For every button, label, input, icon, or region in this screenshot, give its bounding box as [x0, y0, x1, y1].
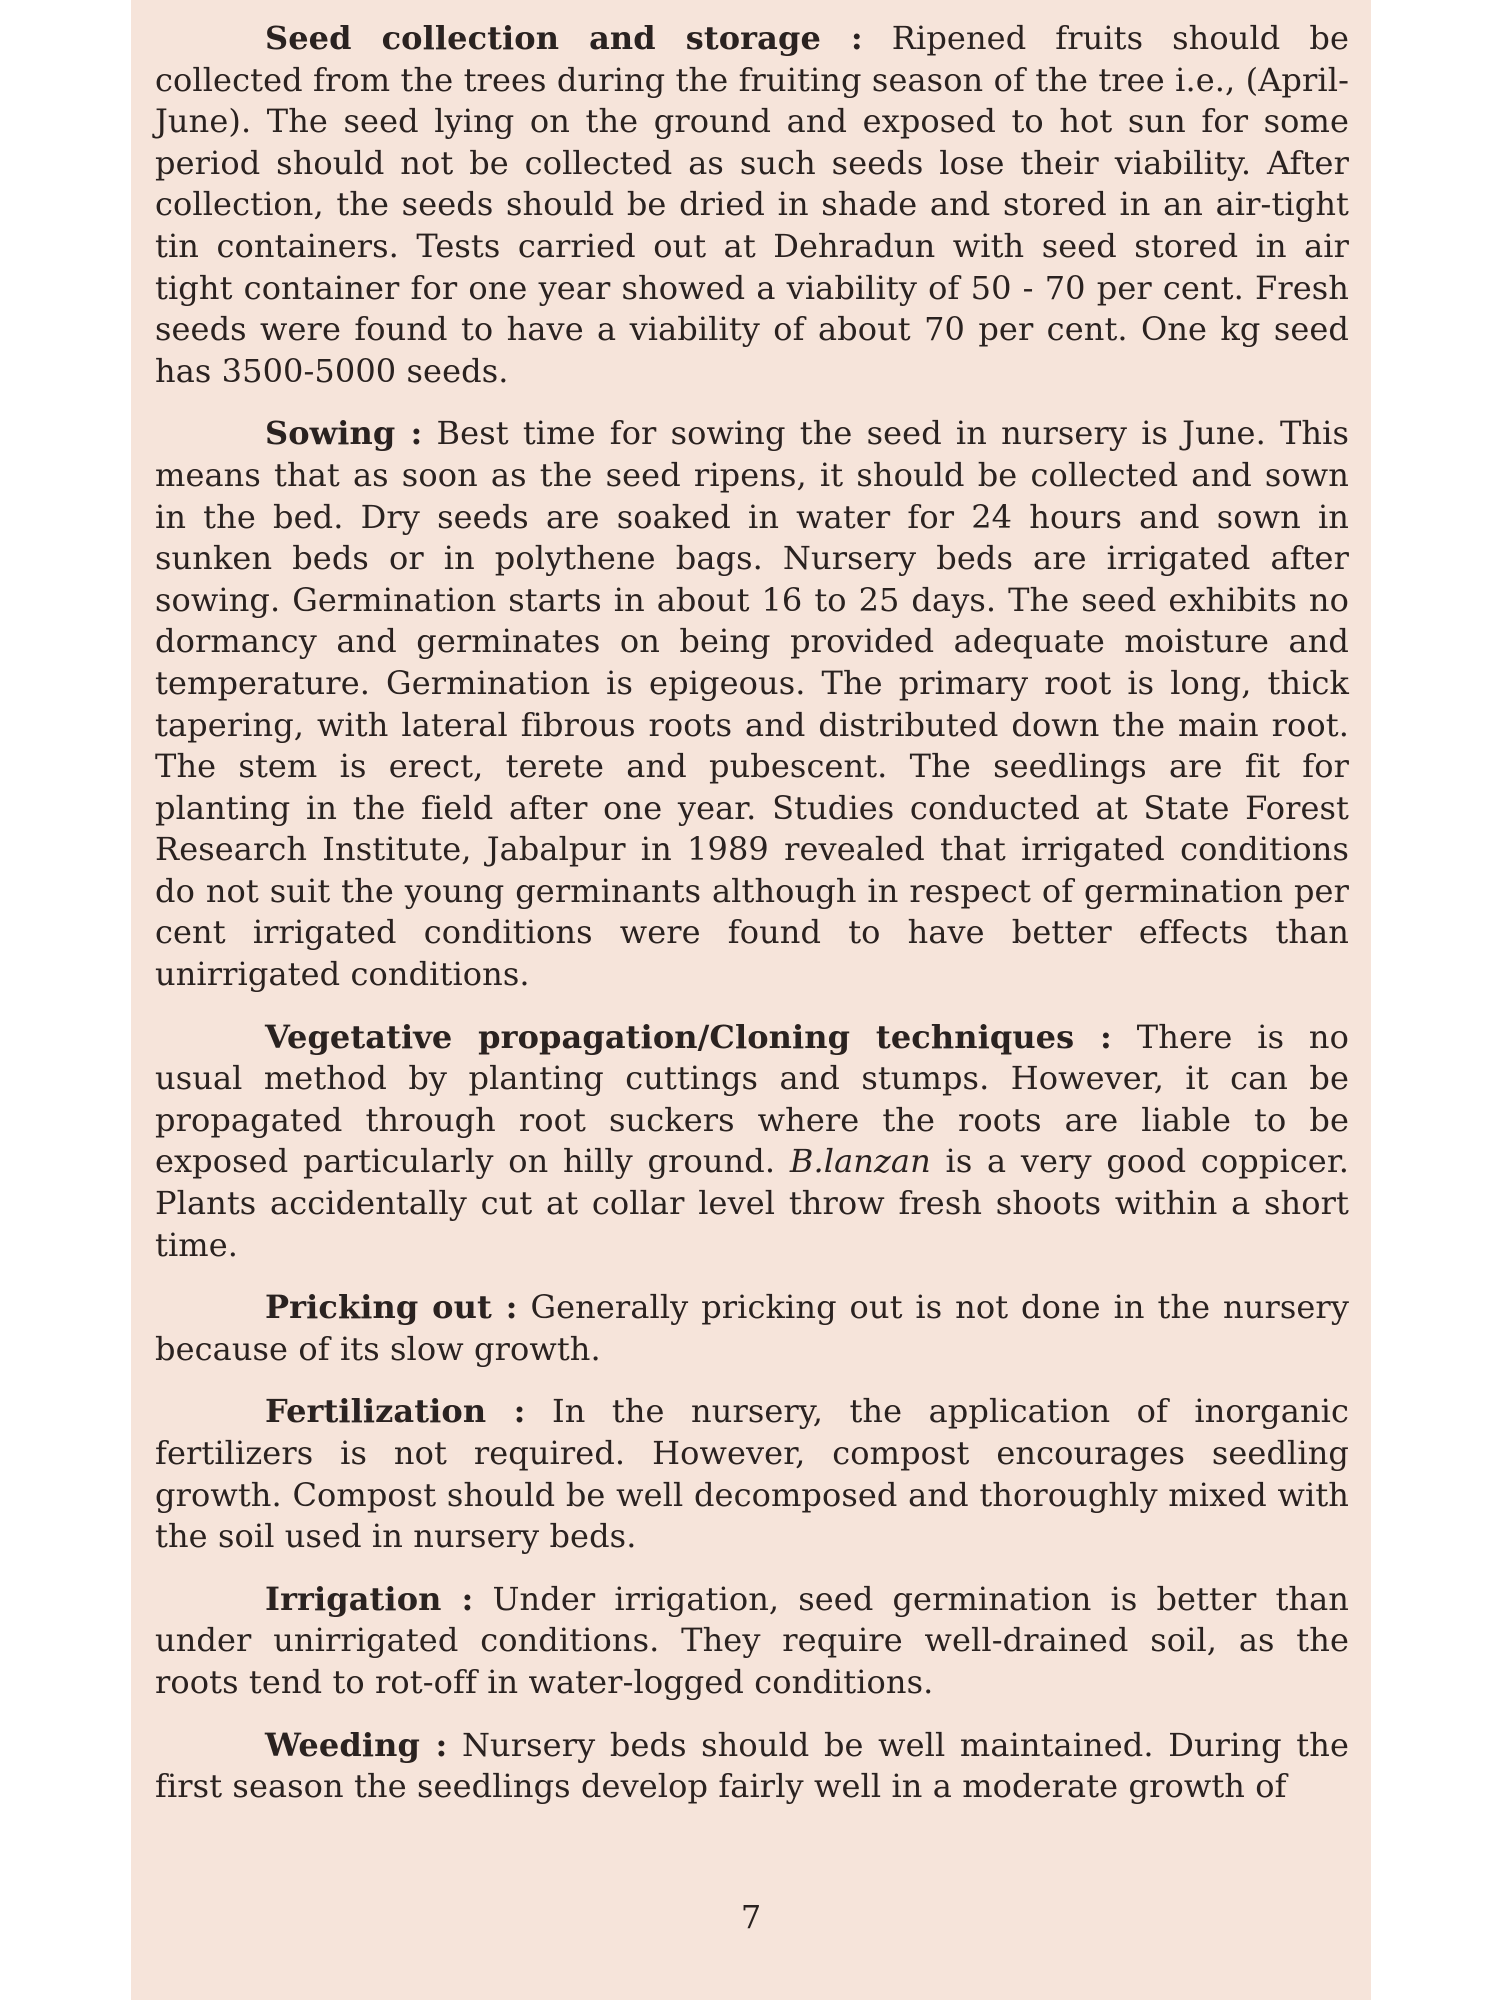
- body-pricking-out: Generally pricking out is not done in the nursery because of its slow growth.: [155, 1288, 1350, 1368]
- heading-sowing: Sowing :: [265, 414, 423, 453]
- species-name: B.lanzan: [789, 1142, 931, 1181]
- heading-vegetative-propagation: Vegetative propagation/Cloning techniques :: [265, 1017, 1112, 1056]
- paragraph-weeding: [155, 1725, 1349, 1808]
- heading-weeding: Weeding :: [265, 1725, 448, 1764]
- heading-seed-collection: Seed collection and storage :: [265, 19, 863, 57]
- heading-irrigation: Irrigation :: [265, 1579, 474, 1618]
- heading-fertilization: Fertilization :: [265, 1392, 526, 1431]
- body-sowing: Best time for sowing the seed in nursery is June. This means that as soon as the seed ripens, it should be collected and sown in the bed. Dry seeds are soaked in water for 24 hours and sown in sunken beds or in polythene bags. Nursery beds are irrigated after sowing. Germination starts in about 16 to 25 days. The seed exhibits no dormancy and germinates on being provided adequate moisture and temperature. Germination is epigeous. The primary root is long, thick tapering, with lateral fibrous roots and distributed down the main root. The stem is erect, terete and pubescent. The seedlings are fit for planting in the field after one year. Studies conducted at State Forest Research Institute, Jabalpur in 1989 revealed that irrigated conditions do not suit the young germinants although in respect of germination per cent irrigated conditions were found to have better effects than unirrigated conditions.: [155, 414, 1349, 994]
- document-page: [131, 0, 1371, 2000]
- body-seed-collection: Ripened fruits should be collected from the trees during the fruiting season of the tree i.e., (April-June). The seed lying on the ground and exposed to hot sun for some period should not be collected as such seeds lose their viability. After collection, the seeds should be dried in shade and stored in an air-tight tin containers. Tests carried out at Dehradun with seed stored in air tight container for one year showed a viability of 50 - 70 per cent. Fresh seeds were found to have a viability of about 70 per cent. One kg seed has 3500-5000 seeds.: [155, 19, 1350, 390]
- paragraph-seed-collection: [155, 18, 1349, 392]
- paragraph-vegetative-propagation: [155, 1017, 1349, 1267]
- paragraph-fertilization: [155, 1391, 1349, 1557]
- body-weeding: Nursery beds should be well maintained. During the first season the seedlings develop fairly well in a moderate growth of: [155, 1725, 1349, 1806]
- body-vegetative-propagation-start: There is no usual method by planting cuttings and stumps. However, it can be propagated through root suckers where the roots are liable to be exposed particularly on hilly ground.: [155, 1017, 1349, 1181]
- paragraph-irrigation: [155, 1579, 1349, 1704]
- paragraph-pricking-out: [155, 1287, 1349, 1370]
- paragraph-sowing: [155, 413, 1349, 995]
- body-irrigation: Under irrigation, seed germination is better than under unirrigated conditions. They require well-drained soil, as the roots tend to rot-off in water-logged conditions.: [155, 1579, 1350, 1701]
- page-number: 7: [740, 1898, 762, 1936]
- body-vegetative-propagation-end: is a very good coppicer. Plants accidentally cut at collar level throw fresh shoots within a short time.: [155, 1142, 1349, 1264]
- heading-pricking-out: Pricking out :: [265, 1288, 518, 1327]
- body-fertilization: In the nursery, the application of inorganic fertilizers is not required. However, compost encourages seedling growth. Compost should be well decomposed and thoroughly mixed with the soil used in nursery beds.: [155, 1392, 1350, 1556]
